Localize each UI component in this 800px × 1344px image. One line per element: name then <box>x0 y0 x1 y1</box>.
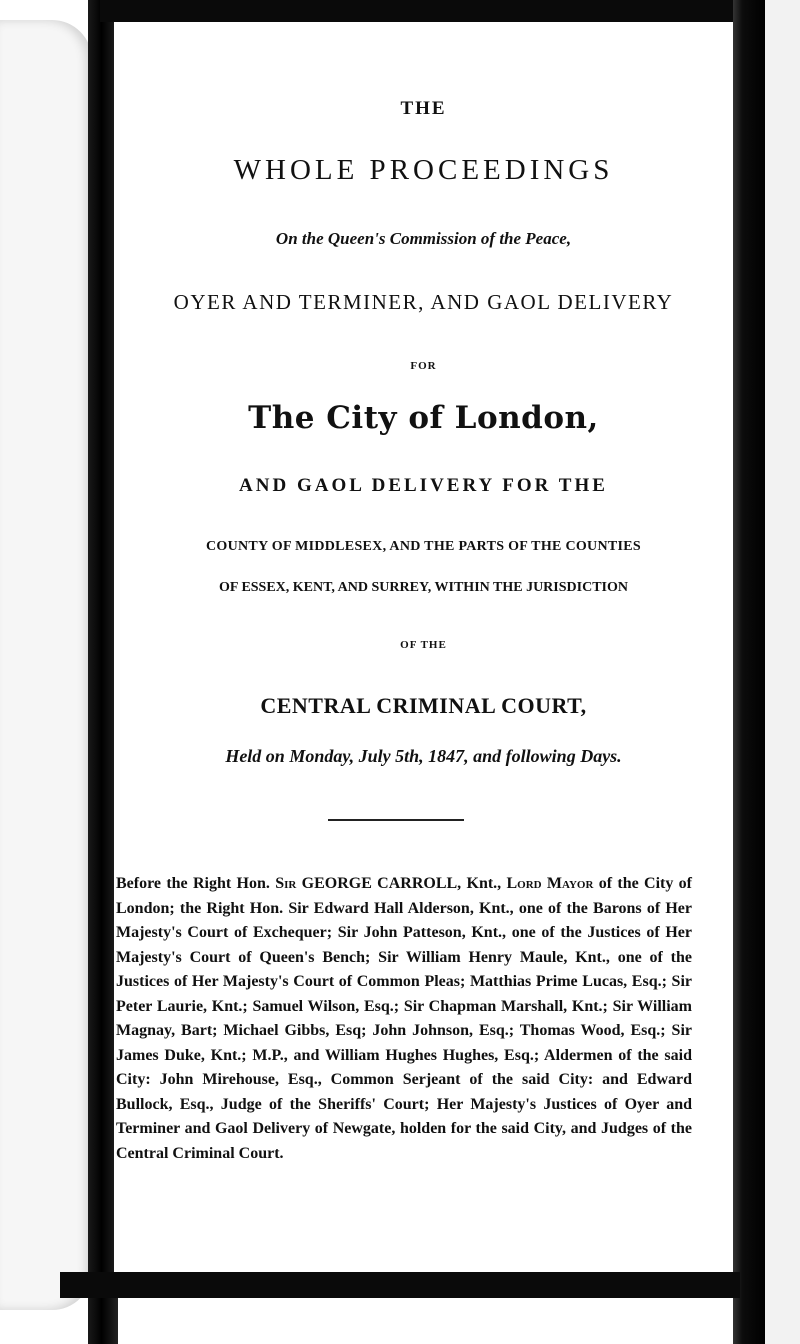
commission-line: On the Queen's Commission of the Peace, <box>275 229 572 248</box>
title-the: THE <box>400 98 447 119</box>
lord-mayor-title: Lord Mayor <box>506 875 594 892</box>
before-paragraph <box>116 872 692 1166</box>
title-page <box>114 22 733 1272</box>
essex-kent-surrey-line: OF ESSEX, KENT, AND SURREY, WITHIN THE JURISDICTION <box>219 580 628 595</box>
for-line: FOR <box>410 360 437 372</box>
title-whole-proceedings: WHOLE PROCEEDINGS <box>233 154 614 186</box>
justices-list: of the City of London; the Right Hon. Sir Edward Hall Alderson, Knt., one of the Barons of Her Majesty's Court of Exchequer; Sir John Patteson, Knt., one of the Justices of Her Majesty's Court of Queen's Bench; Sir William Henry Maule, Knt., one of the Justices of Her Majesty's Court of Common Pleas; Matthias Prime Lucas, Esq.; Sir Peter Laurie, Knt.; Samuel Wilson, Esq.; Sir Chapman Marshall, Knt.; Sir William Magnay, Bart; Michael Gibbs, Esq; John Johnson, Esq.; Thomas Wood, Esq.; Sir James Duke, Knt.; M.P., and William Hughes Hughes, Esq.; Aldermen of the said City: John Mirehouse, Esq., Common Serjeant of the said City: and Edward Bullock, Esq., Judge of the Sheriffs' Court; Her Majesty's Justices of Oyer and Terminer and Gaol Delivery of Newgate, holden for the said City, and Judges of the Central Criminal Court. <box>116 875 692 1162</box>
divider-rule <box>328 819 464 821</box>
before-text: Before the Right Hon. <box>116 875 276 892</box>
sir-title: Sir <box>275 875 297 892</box>
of-the-line: OF THE <box>400 639 447 651</box>
scan-top-border <box>100 0 740 22</box>
facing-page-edge <box>0 20 92 1310</box>
scan-bottom-border <box>60 1272 740 1298</box>
lord-mayor-name: GEORGE CARROLL, Knt., <box>296 875 507 892</box>
gaol-delivery-line: AND GAOL DELIVERY FOR THE <box>239 475 608 496</box>
city-of-london-line: The City of London, <box>248 400 599 436</box>
central-criminal-court-line: CENTRAL CRIMINAL COURT, <box>260 693 587 718</box>
scan-right-border <box>733 0 765 1344</box>
scan-margin <box>765 0 800 1344</box>
oyer-terminer-line: OYER AND TERMINER, AND GAOL DELIVERY <box>173 290 674 314</box>
county-line: COUNTY OF MIDDLESEX, AND THE PARTS OF THE COUNTIES <box>206 539 641 554</box>
held-date-line: Held on Monday, July 5th, 1847, and following Days. <box>225 746 622 766</box>
